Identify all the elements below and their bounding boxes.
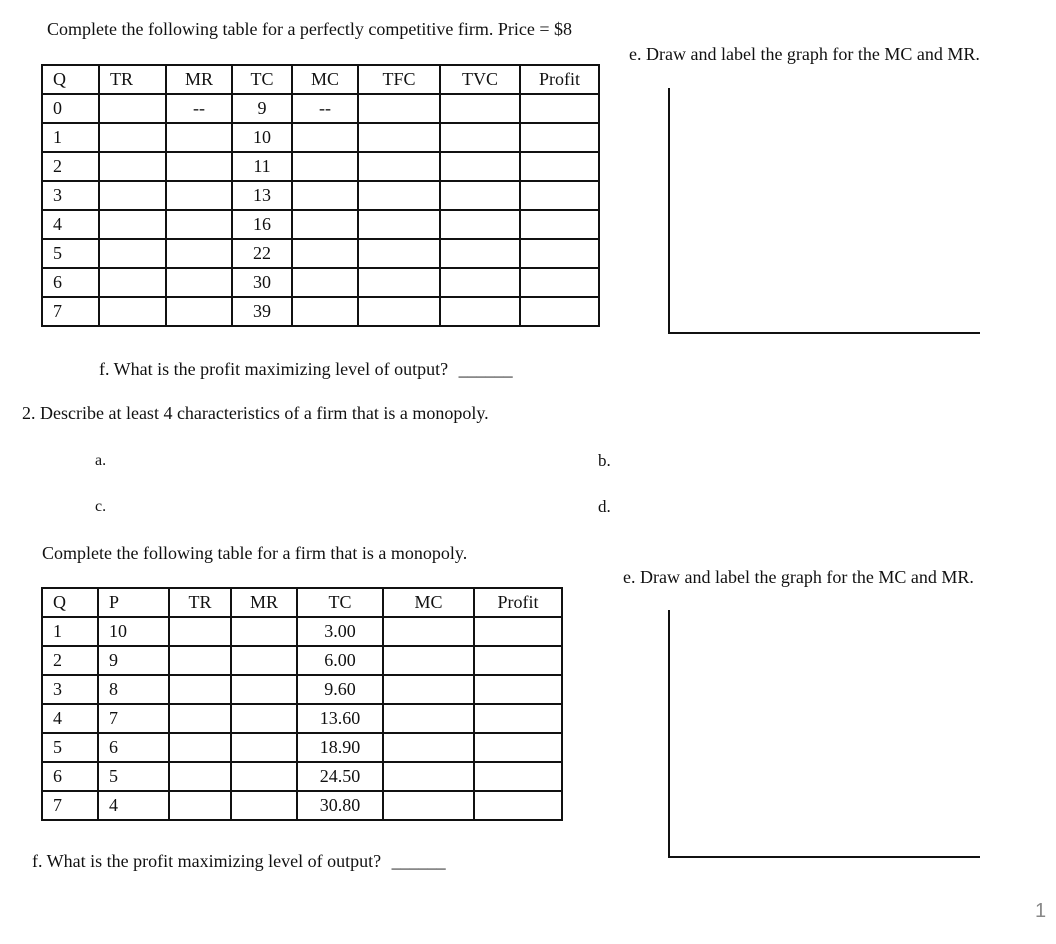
pc-table-cell-tc: 13 <box>232 181 292 210</box>
mono-table-row <box>42 762 562 791</box>
mono-table-cell-mr[interactable] <box>231 617 297 646</box>
graph2-x-axis <box>668 856 980 858</box>
pc-table-cell-q: 5 <box>42 239 99 268</box>
mono-table-cell-mc[interactable] <box>383 646 474 675</box>
pc-table-header-tvc: TVC <box>440 65 520 94</box>
pc-table-row <box>42 181 599 210</box>
pc-table-header-tr: TR <box>99 65 166 94</box>
pc-table-cell-tvc[interactable] <box>440 239 520 268</box>
mono-table-cell-mc[interactable] <box>383 704 474 733</box>
mono-table-row <box>42 675 562 704</box>
pc-table-cell-q: 3 <box>42 181 99 210</box>
pc-table-cell-profit[interactable] <box>520 239 599 268</box>
pc-table-row <box>42 268 599 297</box>
pc-table-cell-tfc[interactable] <box>358 239 440 268</box>
mono-table-row <box>42 617 562 646</box>
mono-table-cell-tr[interactable] <box>169 704 231 733</box>
mono-table-header-mc: MC <box>383 588 474 617</box>
pc-table-cell-mc[interactable] <box>292 181 358 210</box>
mono-table-cell-tc: 18.90 <box>297 733 383 762</box>
pc-table-row <box>42 123 599 152</box>
pc-table-cell-mr: -- <box>166 94 232 123</box>
pc-table-cell-profit[interactable] <box>520 210 599 239</box>
graph-prompt-1: e. Draw and label the graph for the MC and MR. <box>629 44 980 64</box>
pc-table-cell-mr[interactable] <box>166 268 232 297</box>
pc-table-cell-profit[interactable] <box>520 297 599 326</box>
mono-table-cell-profit[interactable] <box>474 704 562 733</box>
mono-table-cell-tc: 3.00 <box>297 617 383 646</box>
pc-table-cell-tr[interactable] <box>99 94 166 123</box>
pc-table-cell-tvc[interactable] <box>440 94 520 123</box>
mono-table-cell-mc[interactable] <box>383 617 474 646</box>
mono-table-cell-tr[interactable] <box>169 646 231 675</box>
mono-table-header-p: P <box>98 588 169 617</box>
pc-table-header-profit: Profit <box>520 65 599 94</box>
mono-table-cell-mc[interactable] <box>383 791 474 820</box>
mono-table-cell-mc[interactable] <box>383 762 474 791</box>
pc-table-cell-mc[interactable] <box>292 239 358 268</box>
mono-table-cell-p: 9 <box>98 646 169 675</box>
pc-table-header-row <box>42 65 599 94</box>
mono-table-cell-p: 5 <box>98 762 169 791</box>
pc-table-row <box>42 210 599 239</box>
pc-table-cell-mc[interactable] <box>292 123 358 152</box>
question-f-1-text: f. What is the profit maximizing level of output? <box>99 359 449 379</box>
pc-table-cell-tvc[interactable] <box>440 268 520 297</box>
pc-table-header-q: Q <box>42 65 99 94</box>
monopoly-table <box>41 587 563 821</box>
question-f-2 <box>32 851 446 872</box>
pc-table-cell-tvc[interactable] <box>440 181 520 210</box>
mono-table-cell-p: 7 <box>98 704 169 733</box>
mono-table-cell-tc: 24.50 <box>297 762 383 791</box>
perfect-competition-table <box>41 64 600 327</box>
mono-table-cell-q: 4 <box>42 704 98 733</box>
mono-table-cell-p: 8 <box>98 675 169 704</box>
pc-table-cell-tfc[interactable] <box>358 152 440 181</box>
mono-table-header-row <box>42 588 562 617</box>
mono-table-cell-mr[interactable] <box>231 762 297 791</box>
pc-table-cell-tc: 22 <box>232 239 292 268</box>
pc-table-row <box>42 297 599 326</box>
pc-table-cell-tr[interactable] <box>99 152 166 181</box>
mono-table-cell-p: 10 <box>98 617 169 646</box>
pc-table-cell-mr[interactable] <box>166 181 232 210</box>
mono-table-row <box>42 791 562 820</box>
answer-blank-2[interactable]: ______ <box>391 851 446 871</box>
mono-table-cell-mr[interactable] <box>231 704 297 733</box>
mono-table-cell-tr[interactable] <box>169 617 231 646</box>
pc-table-row <box>42 152 599 181</box>
pc-table-cell-tr[interactable] <box>99 268 166 297</box>
pc-table-cell-tvc[interactable] <box>440 152 520 181</box>
page-number: 1 <box>1035 900 1047 922</box>
pc-table-cell-mr[interactable] <box>166 297 232 326</box>
mono-table-cell-mr[interactable] <box>231 791 297 820</box>
pc-table-cell-tc: 9 <box>232 94 292 123</box>
pc-table-cell-tc: 11 <box>232 152 292 181</box>
pc-table-cell-tfc[interactable] <box>358 297 440 326</box>
pc-table-cell-mr[interactable] <box>166 123 232 152</box>
characteristic-item-b: b. <box>598 451 611 470</box>
mono-table-cell-tr[interactable] <box>169 675 231 704</box>
pc-table-cell-mc[interactable] <box>292 268 358 297</box>
mono-table-cell-mr[interactable] <box>231 733 297 762</box>
pc-table-cell-profit[interactable] <box>520 152 599 181</box>
mono-table-cell-p: 4 <box>98 791 169 820</box>
mono-table-cell-tc: 6.00 <box>297 646 383 675</box>
pc-table-cell-mc[interactable] <box>292 210 358 239</box>
pc-table-cell-q: 4 <box>42 210 99 239</box>
mono-table-header-profit: Profit <box>474 588 562 617</box>
pc-table-cell-mc: -- <box>292 94 358 123</box>
mono-table-cell-q: 1 <box>42 617 98 646</box>
mono-table-header-tc: TC <box>297 588 383 617</box>
instruction-monopoly: Complete the following table for a firm that is a monopoly. <box>42 543 468 563</box>
mono-table-cell-q: 7 <box>42 791 98 820</box>
pc-table-cell-q: 6 <box>42 268 99 297</box>
mono-table-cell-profit[interactable] <box>474 762 562 791</box>
pc-table-cell-profit[interactable] <box>520 94 599 123</box>
mono-table-cell-profit[interactable] <box>474 646 562 675</box>
mono-table-cell-mr[interactable] <box>231 675 297 704</box>
pc-table-cell-mr[interactable] <box>166 239 232 268</box>
mono-table-cell-profit[interactable] <box>474 791 562 820</box>
pc-table-cell-tvc[interactable] <box>440 123 520 152</box>
question-f-2-text: f. What is the profit maximizing level of output? <box>32 851 382 871</box>
mono-table-header-mr: MR <box>231 588 297 617</box>
mono-table-cell-q: 3 <box>42 675 98 704</box>
pc-table-cell-mc[interactable] <box>292 297 358 326</box>
pc-table-cell-tvc[interactable] <box>440 297 520 326</box>
pc-table-cell-tc: 10 <box>232 123 292 152</box>
pc-table-cell-tfc[interactable] <box>358 210 440 239</box>
graph2-y-axis <box>668 610 670 858</box>
mono-table-cell-tc: 13.60 <box>297 704 383 733</box>
mono-table-cell-tr[interactable] <box>169 791 231 820</box>
mono-table-cell-profit[interactable] <box>474 675 562 704</box>
mono-table-cell-tc: 9.60 <box>297 675 383 704</box>
pc-table-cell-mr[interactable] <box>166 152 232 181</box>
mono-table-row <box>42 646 562 675</box>
characteristic-item-c: c. <box>95 498 107 515</box>
graph1-x-axis <box>668 332 980 334</box>
pc-table-cell-tc: 30 <box>232 268 292 297</box>
mono-table-cell-q: 5 <box>42 733 98 762</box>
mono-table-cell-mc[interactable] <box>383 733 474 762</box>
pc-table-header-mc: MC <box>292 65 358 94</box>
pc-table-cell-tr[interactable] <box>99 123 166 152</box>
pc-table-cell-mr[interactable] <box>166 210 232 239</box>
mono-table-cell-tc: 30.80 <box>297 791 383 820</box>
mono-table-cell-q: 6 <box>42 762 98 791</box>
characteristic-item-d: d. <box>598 497 611 516</box>
mono-table-header-tr: TR <box>169 588 231 617</box>
mono-table-cell-mc[interactable] <box>383 675 474 704</box>
mono-table-cell-q: 2 <box>42 646 98 675</box>
pc-table-cell-tfc[interactable] <box>358 268 440 297</box>
pc-table-cell-tfc[interactable] <box>358 123 440 152</box>
mono-table-cell-p: 6 <box>98 733 169 762</box>
pc-table-cell-q: 7 <box>42 297 99 326</box>
graph-prompt-2: e. Draw and label the graph for the MC and MR. <box>623 567 974 587</box>
mono-table-cell-mr[interactable] <box>231 646 297 675</box>
mono-table-row <box>42 704 562 733</box>
mono-table-cell-tr[interactable] <box>169 733 231 762</box>
pc-table-cell-tr[interactable] <box>99 239 166 268</box>
pc-table-cell-tfc[interactable] <box>358 181 440 210</box>
pc-table-cell-tr[interactable] <box>99 297 166 326</box>
pc-table-cell-profit[interactable] <box>520 123 599 152</box>
mono-table-cell-tr[interactable] <box>169 762 231 791</box>
pc-table-header-mr: MR <box>166 65 232 94</box>
characteristic-item-a: a. <box>95 452 107 469</box>
pc-table-cell-tr[interactable] <box>99 181 166 210</box>
pc-table-cell-q: 2 <box>42 152 99 181</box>
pc-table-header-tc: TC <box>232 65 292 94</box>
answer-blank-1[interactable]: ______ <box>458 359 513 379</box>
monopoly-characteristics-question: 2. Describe at least 4 characteristics of a firm that is a monopoly. <box>22 403 489 423</box>
pc-table-cell-q: 1 <box>42 123 99 152</box>
pc-table-header-tfc: TFC <box>358 65 440 94</box>
pc-table-cell-tfc[interactable] <box>358 94 440 123</box>
graph1-y-axis <box>668 88 670 334</box>
pc-table-cell-profit[interactable] <box>520 268 599 297</box>
pc-table-cell-tr[interactable] <box>99 210 166 239</box>
pc-table-cell-tvc[interactable] <box>440 210 520 239</box>
mono-table-header-q: Q <box>42 588 98 617</box>
question-f-1 <box>99 359 513 380</box>
pc-table-cell-profit[interactable] <box>520 181 599 210</box>
pc-table-cell-tc: 39 <box>232 297 292 326</box>
pc-table-cell-q: 0 <box>42 94 99 123</box>
mono-table-cell-profit[interactable] <box>474 617 562 646</box>
mono-table-row <box>42 733 562 762</box>
instruction-perfect-competition: Complete the following table for a perfectly competitive firm. Price = $8 <box>47 19 572 39</box>
pc-table-cell-tc: 16 <box>232 210 292 239</box>
pc-table-row <box>42 94 599 123</box>
pc-table-cell-mc[interactable] <box>292 152 358 181</box>
pc-table-row <box>42 239 599 268</box>
mono-table-cell-profit[interactable] <box>474 733 562 762</box>
